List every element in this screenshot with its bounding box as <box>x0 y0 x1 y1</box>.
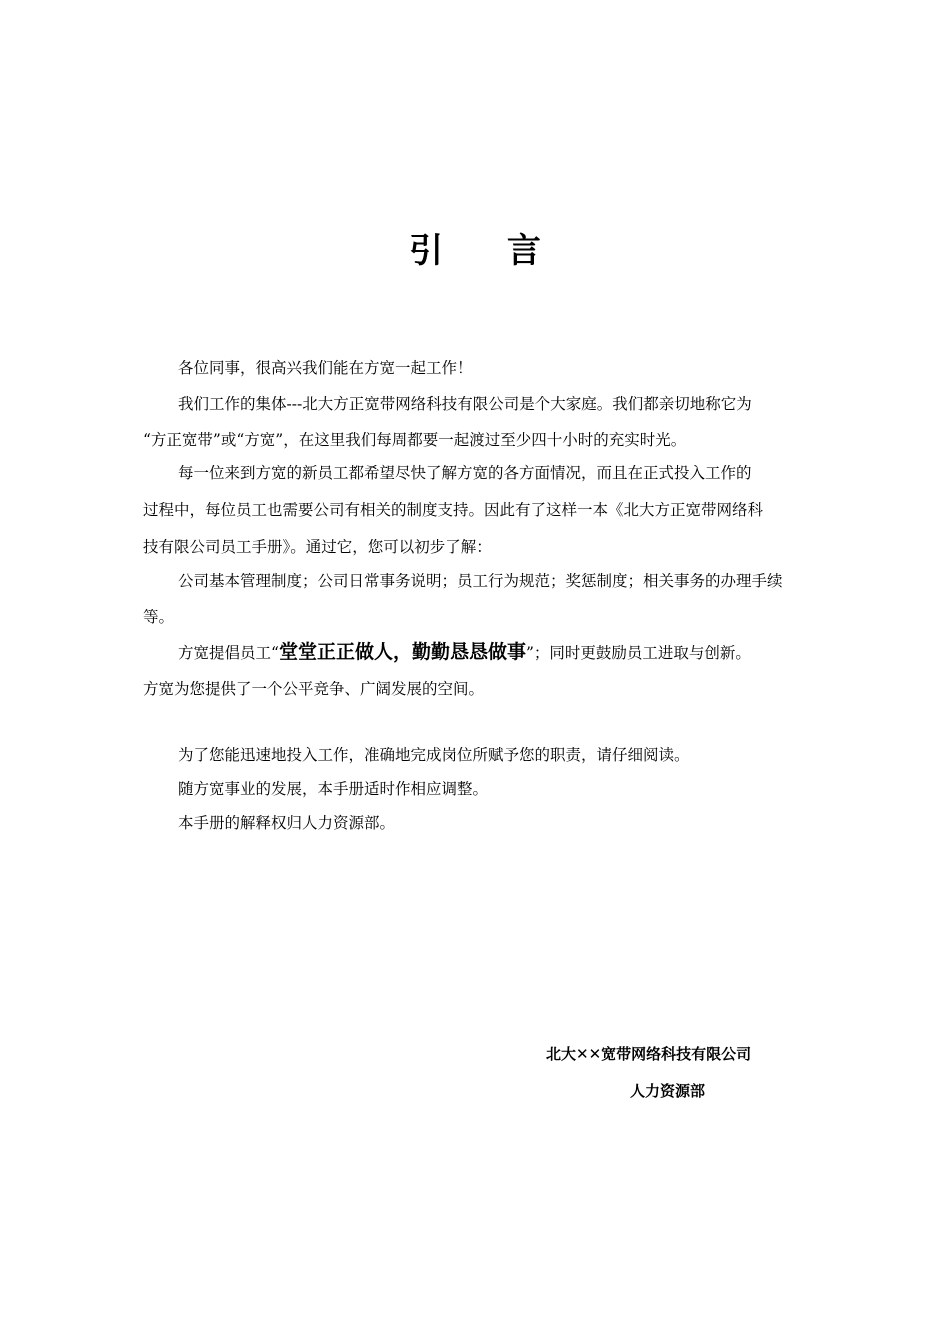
paragraph-motto-line-2: 方宽为您提供了一个公平竞争、广阔发展的空间。 <box>143 680 485 698</box>
paragraph-company-intro-line-2: “方正宽带”或“方宽”，在这里我们每周都要一起渡过至少四十小时的充实时光。 <box>143 431 687 449</box>
paragraph-handbook-purpose-line-3: 技有限公司员工手册》。通过它，您可以初步了解： <box>143 538 492 556</box>
paragraph-handbook-purpose-line-2: 过程中，每位员工也需要公司有相关的制度支持。因此有了这样一本《北大方正宽带网络科 <box>143 501 764 519</box>
paragraph-contents-line-1: 公司基本管理制度；公司日常事务说明；员工行为规范；奖惩制度；相关事务的办理手续 <box>178 572 783 590</box>
paragraph-handbook-purpose-line-1: 每一位来到方宽的新员工都希望尽快了解方宽的各方面情况，而且在正式投入工作的 <box>178 464 752 482</box>
paragraph-greeting: 各位同事，很高兴我们能在方宽一起工作！ <box>178 359 473 377</box>
motto-prefix: 方宽提倡员工“ <box>178 644 279 662</box>
paragraph-company-intro-line-1: 我们工作的集体---北大方正宽带网络科技有限公司是个大家庭。我们都亲切地称它为 <box>178 395 752 413</box>
signature-department: 人力资源部 <box>630 1082 706 1100</box>
paragraph-adjustment-note: 随方宽事业的发展，本手册适时作相应调整。 <box>178 780 489 798</box>
page-title: 引 言 <box>409 231 567 271</box>
motto-suffix: ”；同时更鼓励员工进取与创新。 <box>525 644 751 662</box>
paragraph-motto-line-1 <box>178 641 751 664</box>
company-slogan: 堂堂正正做人，勤勤恳恳做事 <box>278 641 526 663</box>
signature-company: 北大✕✕宽带网络科技有限公司 <box>546 1045 752 1063</box>
paragraph-reading-instruction: 为了您能迅速地投入工作，准确地完成岗位所赋予您的职责，请仔细阅读。 <box>178 746 690 764</box>
paragraph-interpretation-right: 本手册的解释权归人力资源部。 <box>178 814 396 832</box>
paragraph-contents-line-2: 等。 <box>143 608 175 626</box>
